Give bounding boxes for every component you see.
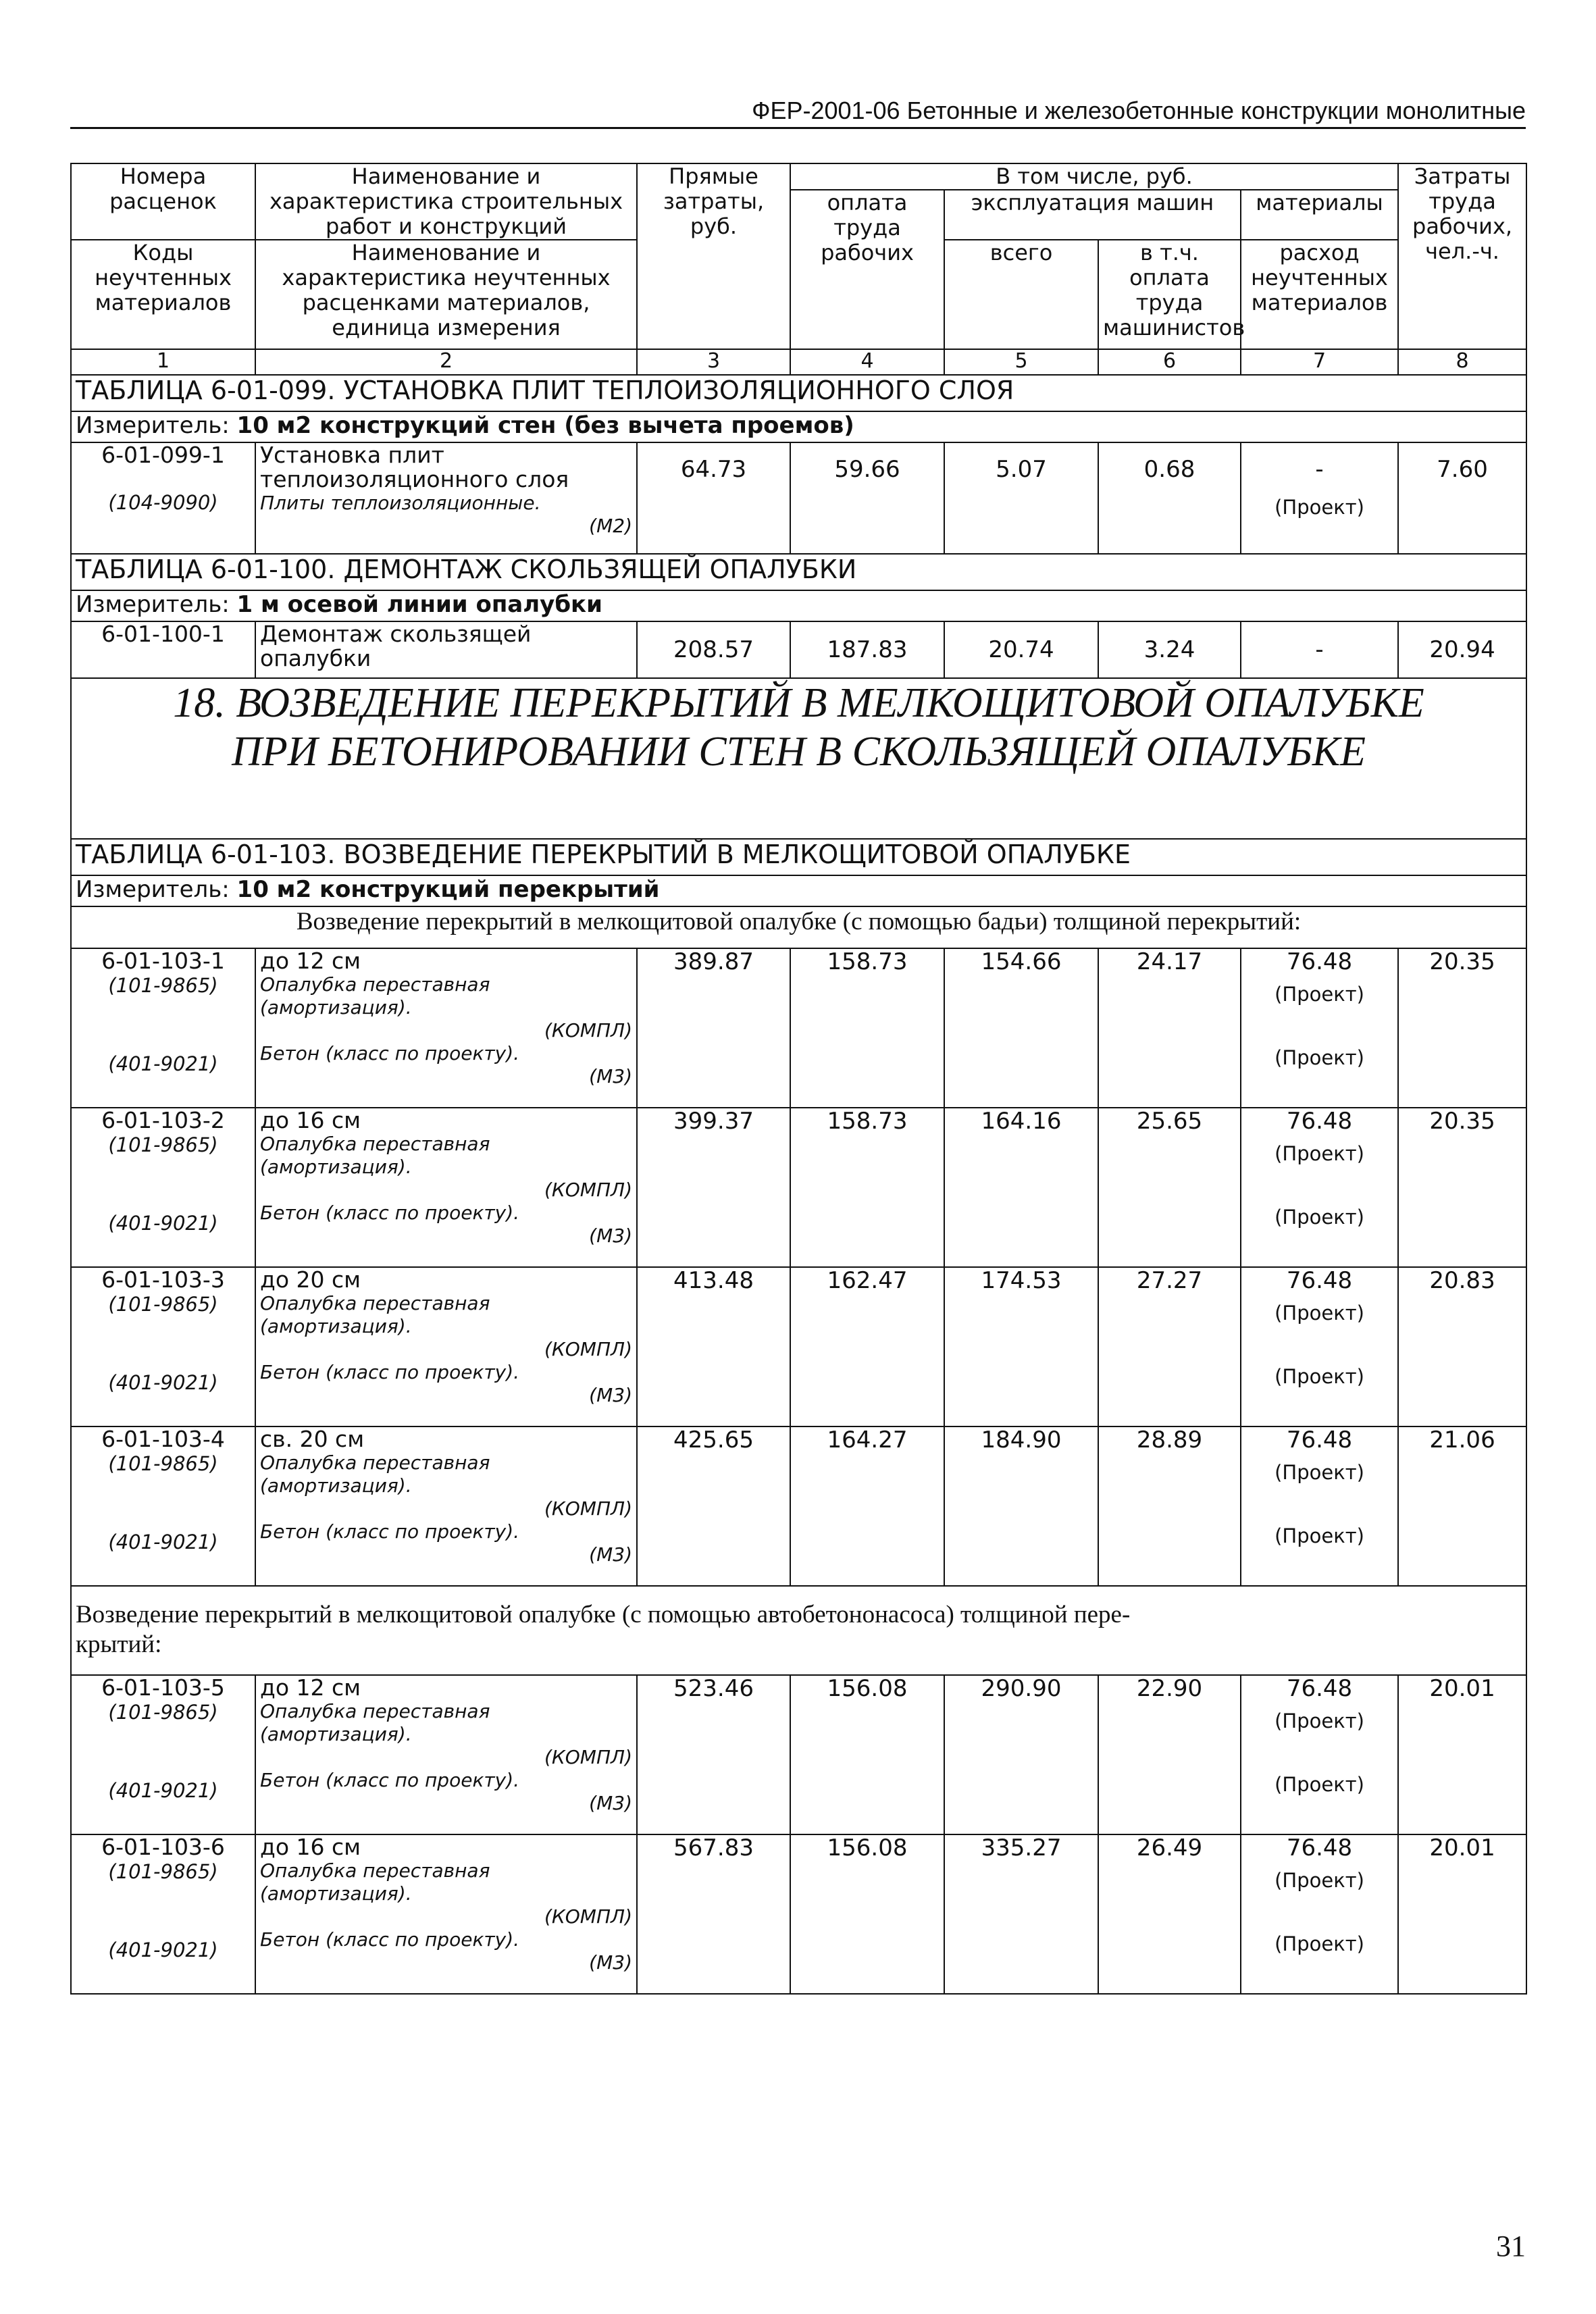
col-num: 7	[1241, 349, 1398, 375]
work-name: до 20 см	[260, 1266, 361, 1293]
material-code: (101-9865)	[108, 1293, 218, 1316]
work-name: до 12 см	[260, 948, 361, 974]
table-row	[71, 1108, 1526, 1267]
materials-cost: 76.48	[1286, 1426, 1353, 1454]
project-note: (Проект)	[1275, 1142, 1364, 1165]
materials-header: материалы	[1241, 190, 1398, 240]
machines-cost: 290.90	[944, 1675, 1098, 1834]
mach-total-header: всего	[944, 240, 1098, 349]
labor-cost: 21.06	[1398, 1426, 1526, 1586]
material-unit: (М3)	[589, 1792, 632, 1814]
material-name: Плиты теплоизоляционные.	[260, 492, 541, 514]
material-code: (101-9865)	[108, 974, 218, 997]
material-name: Опалубка переставная (амортизация).	[260, 1292, 490, 1337]
machinists-wages: 22.90	[1098, 1675, 1241, 1834]
materials-cost: 76.48	[1286, 1675, 1353, 1702]
material-unit: (М3)	[589, 1225, 632, 1247]
direct-cost-header: Прямые затраты, руб.	[637, 163, 790, 349]
table-header-row	[71, 163, 1526, 190]
wages-cost: 187.83	[790, 621, 944, 678]
table-row	[71, 442, 1526, 554]
machinists-wages: 26.49	[1098, 1834, 1241, 1994]
rate-code: 6-01-103-5	[101, 1674, 225, 1701]
page-number: 31	[1496, 2230, 1526, 2263]
rate-code: 6-01-103-3	[101, 1266, 225, 1293]
materials-cost: 76.48	[1286, 948, 1353, 975]
material-name: Бетон (класс по проекту).	[260, 1361, 520, 1383]
machinists-wages: 24.17	[1098, 948, 1241, 1108]
material-code: (401-9021)	[108, 1371, 218, 1394]
material-code: (101-9865)	[108, 1133, 218, 1156]
machinists-wages: 3.24	[1098, 621, 1241, 678]
material-name: Опалубка переставная (амортизация).	[260, 973, 490, 1019]
material-name: Бетон (класс по проекту).	[260, 1202, 520, 1224]
material-name: Бетон (класс по проекту).	[260, 1042, 520, 1064]
project-note: (Проект)	[1275, 1932, 1364, 1955]
material-name: Опалубка переставная (амортизация).	[260, 1859, 490, 1905]
project-note: (Проект)	[1275, 1046, 1364, 1069]
labor-cost: 7.60	[1398, 442, 1526, 554]
material-name: Бетон (класс по проекту).	[260, 1769, 520, 1791]
material-unit: (КОМПЛ)	[544, 1338, 632, 1360]
material-unit: (КОМПЛ)	[544, 1746, 632, 1768]
labor-cost: 20.94	[1398, 621, 1526, 678]
direct-cost: 413.48	[637, 1267, 790, 1426]
material-unit: (М3)	[589, 1384, 632, 1406]
table-title: ТАБЛИЦА 6-01-100. ДЕМОНТАЖ СКОЛЬЗЯЩЕЙ ОПАЛУБКИ	[71, 554, 1526, 590]
material-name: Бетон (класс по проекту).	[260, 1928, 520, 1951]
project-note: (Проект)	[1275, 496, 1364, 519]
material-name: Опалубка переставная (амортизация).	[260, 1451, 490, 1497]
rate-code: 6-01-099-1	[101, 442, 225, 468]
incl-header: В том числе, руб.	[790, 163, 1398, 190]
name-bottom-header: Наименование и характеристика неучтенных расценками материалов, единица измерения	[255, 240, 637, 349]
direct-cost: 64.73	[637, 442, 790, 554]
project-note: (Проект)	[1275, 983, 1364, 1006]
mat-unacc-header: расход неучтенных материалов	[1241, 240, 1398, 349]
material-unit: (М3)	[589, 1065, 632, 1087]
labor-header: Затраты труда рабочих, чел.-ч.	[1398, 163, 1526, 349]
project-note: (Проект)	[1275, 1206, 1364, 1229]
wages-cost: 164.27	[790, 1426, 944, 1586]
wages-cost: 156.08	[790, 1834, 944, 1994]
rate-code: 6-01-103-1	[101, 948, 225, 974]
material-code: (101-9865)	[108, 1701, 218, 1724]
project-note: (Проект)	[1275, 1524, 1364, 1547]
labor-cost: 20.35	[1398, 1108, 1526, 1267]
work-name: св. 20 см	[260, 1426, 365, 1452]
direct-cost: 389.87	[637, 948, 790, 1108]
machines-cost: 154.66	[944, 948, 1098, 1108]
section-heading: 18. ВОЗВЕДЕНИЕ ПЕРЕКРЫТИЙ В МЕЛКОЩИТОВОЙ ОПАЛУБКЕ ПРИ БЕТОНИРОВАНИИ СТЕН В СКОЛЬЗЯЩЕЙ ОПАЛУБКЕ	[71, 678, 1526, 839]
labor-cost: 20.35	[1398, 948, 1526, 1108]
table-title: ТАБЛИЦА 6-01-099. УСТАНОВКА ПЛИТ ТЕПЛОИЗОЛЯЦИОННОГО СЛОЯ	[71, 375, 1526, 411]
subgroup-heading: Возведение перекрытий в мелкощитовой опалубке (с помощью автобетононасоса) толщиной пере- крытий:	[71, 1586, 1526, 1675]
project-note: (Проект)	[1275, 1365, 1364, 1388]
material-unit: (КОМПЛ)	[544, 1019, 632, 1042]
table-row	[71, 948, 1526, 1108]
wages-cost: 158.73	[790, 948, 944, 1108]
direct-cost: 567.83	[637, 1834, 790, 1994]
work-name: Демонтаж скользящей опалубки	[260, 621, 532, 671]
direct-cost: 523.46	[637, 1675, 790, 1834]
material-unit: (КОМПЛ)	[544, 1497, 632, 1520]
machines-header: эксплуатация машин	[944, 190, 1241, 240]
material-code: (104-9090)	[108, 491, 218, 514]
codes-top-header: Номера расценок	[71, 163, 255, 240]
col-num: 5	[944, 349, 1098, 375]
rate-code: 6-01-103-6	[101, 1834, 225, 1860]
price-table	[70, 163, 1527, 1995]
material-code: (401-9021)	[108, 1531, 218, 1553]
materials-cost: 76.48	[1286, 1108, 1353, 1135]
wages-cost: 156.08	[790, 1675, 944, 1834]
material-code: (401-9021)	[108, 1938, 218, 1961]
col-num: 2	[255, 349, 637, 375]
col-num: 1	[71, 349, 255, 375]
wages-cost: 59.66	[790, 442, 944, 554]
subgroup-heading: Возведение перекрытий в мелкощитовой опалубке (с помощью бадьи) толщиной перекрытий:	[71, 906, 1526, 948]
wages-cost: 158.73	[790, 1108, 944, 1267]
table-meter: Измеритель: 10 м2 конструкций перекрытий	[71, 875, 1526, 906]
labor-cost: 20.01	[1398, 1834, 1526, 1994]
rate-code: 6-01-103-4	[101, 1426, 225, 1452]
material-code: (401-9021)	[108, 1212, 218, 1235]
table-meter: Измеритель: 1 м осевой линии опалубки	[71, 590, 1526, 621]
machines-cost: 184.90	[944, 1426, 1098, 1586]
project-note: (Проект)	[1275, 1773, 1364, 1796]
col-num: 4	[790, 349, 944, 375]
material-unit: (М2)	[589, 515, 632, 537]
table-row	[71, 1675, 1526, 1834]
machines-cost: 164.16	[944, 1108, 1098, 1267]
material-code: (101-9865)	[108, 1452, 218, 1475]
project-note: (Проект)	[1275, 1709, 1364, 1732]
mach-wages-header: в т.ч. оплата труда машинистов	[1098, 240, 1241, 349]
direct-cost: 425.65	[637, 1426, 790, 1586]
material-code: (401-9021)	[108, 1779, 218, 1802]
table-row	[71, 1834, 1526, 1994]
table-title: ТАБЛИЦА 6-01-103. ВОЗВЕДЕНИЕ ПЕРЕКРЫТИЙ В МЕЛКОЩИТОВОЙ ОПАЛУБКЕ	[71, 839, 1526, 875]
material-code: (101-9865)	[108, 1860, 218, 1883]
rate-code: 6-01-100-1	[101, 621, 225, 647]
labor-cost: 20.83	[1398, 1267, 1526, 1426]
material-name: Опалубка переставная (амортизация).	[260, 1700, 490, 1745]
material-name: Опалубка переставная (амортизация).	[260, 1133, 490, 1178]
project-note: (Проект)	[1275, 1869, 1364, 1892]
machines-cost: 20.74	[944, 621, 1098, 678]
name-top-header: Наименование и характеристика строительных работ и конструкций	[255, 163, 637, 240]
machinists-wages: 28.89	[1098, 1426, 1241, 1586]
machinists-wages: 0.68	[1098, 442, 1241, 554]
rate-code: 6-01-103-2	[101, 1107, 225, 1133]
project-note: (Проект)	[1275, 1461, 1364, 1484]
col-num: 8	[1398, 349, 1526, 375]
materials-cost: 76.48	[1286, 1834, 1353, 1861]
column-numbers-row	[71, 349, 1526, 375]
machines-cost: 174.53	[944, 1267, 1098, 1426]
wages-header: оплата труда рабочих	[790, 190, 944, 349]
material-unit: (М3)	[589, 1543, 632, 1566]
direct-cost: 399.37	[637, 1108, 790, 1267]
work-name: до 16 см	[260, 1834, 361, 1860]
material-unit: (КОМПЛ)	[544, 1905, 632, 1928]
machines-cost: 335.27	[944, 1834, 1098, 1994]
project-note: (Проект)	[1275, 1302, 1364, 1325]
page-header: ФЕР-2001-06 Бетонные и железобетонные конструкции монолитные	[70, 95, 1526, 129]
labor-cost: 20.01	[1398, 1675, 1526, 1834]
materials-cost: -	[1315, 456, 1324, 483]
material-code: (401-9021)	[108, 1052, 218, 1075]
col-num: 6	[1098, 349, 1241, 375]
materials-cost: 76.48	[1286, 1267, 1353, 1294]
table-meter: Измеритель: 10 м2 конструкций стен (без вычета проемов)	[71, 411, 1526, 442]
material-unit: (М3)	[589, 1951, 632, 1974]
table-row	[71, 1267, 1526, 1426]
work-name: до 16 см	[260, 1107, 361, 1133]
machinists-wages: 27.27	[1098, 1267, 1241, 1426]
direct-cost: 208.57	[637, 621, 790, 678]
table-row	[71, 1426, 1526, 1586]
work-name: до 12 см	[260, 1674, 361, 1701]
machines-cost: 5.07	[944, 442, 1098, 554]
work-name: Установка плит теплоизоляционного слоя	[260, 442, 569, 492]
material-unit: (КОМПЛ)	[544, 1179, 632, 1201]
material-name: Бетон (класс по проекту).	[260, 1520, 520, 1543]
codes-bottom-header: Коды неучтенных материалов	[71, 240, 255, 349]
col-num: 3	[637, 349, 790, 375]
materials-cost: -	[1241, 621, 1398, 678]
machinists-wages: 25.65	[1098, 1108, 1241, 1267]
wages-cost: 162.47	[790, 1267, 944, 1426]
table-row	[71, 621, 1526, 678]
